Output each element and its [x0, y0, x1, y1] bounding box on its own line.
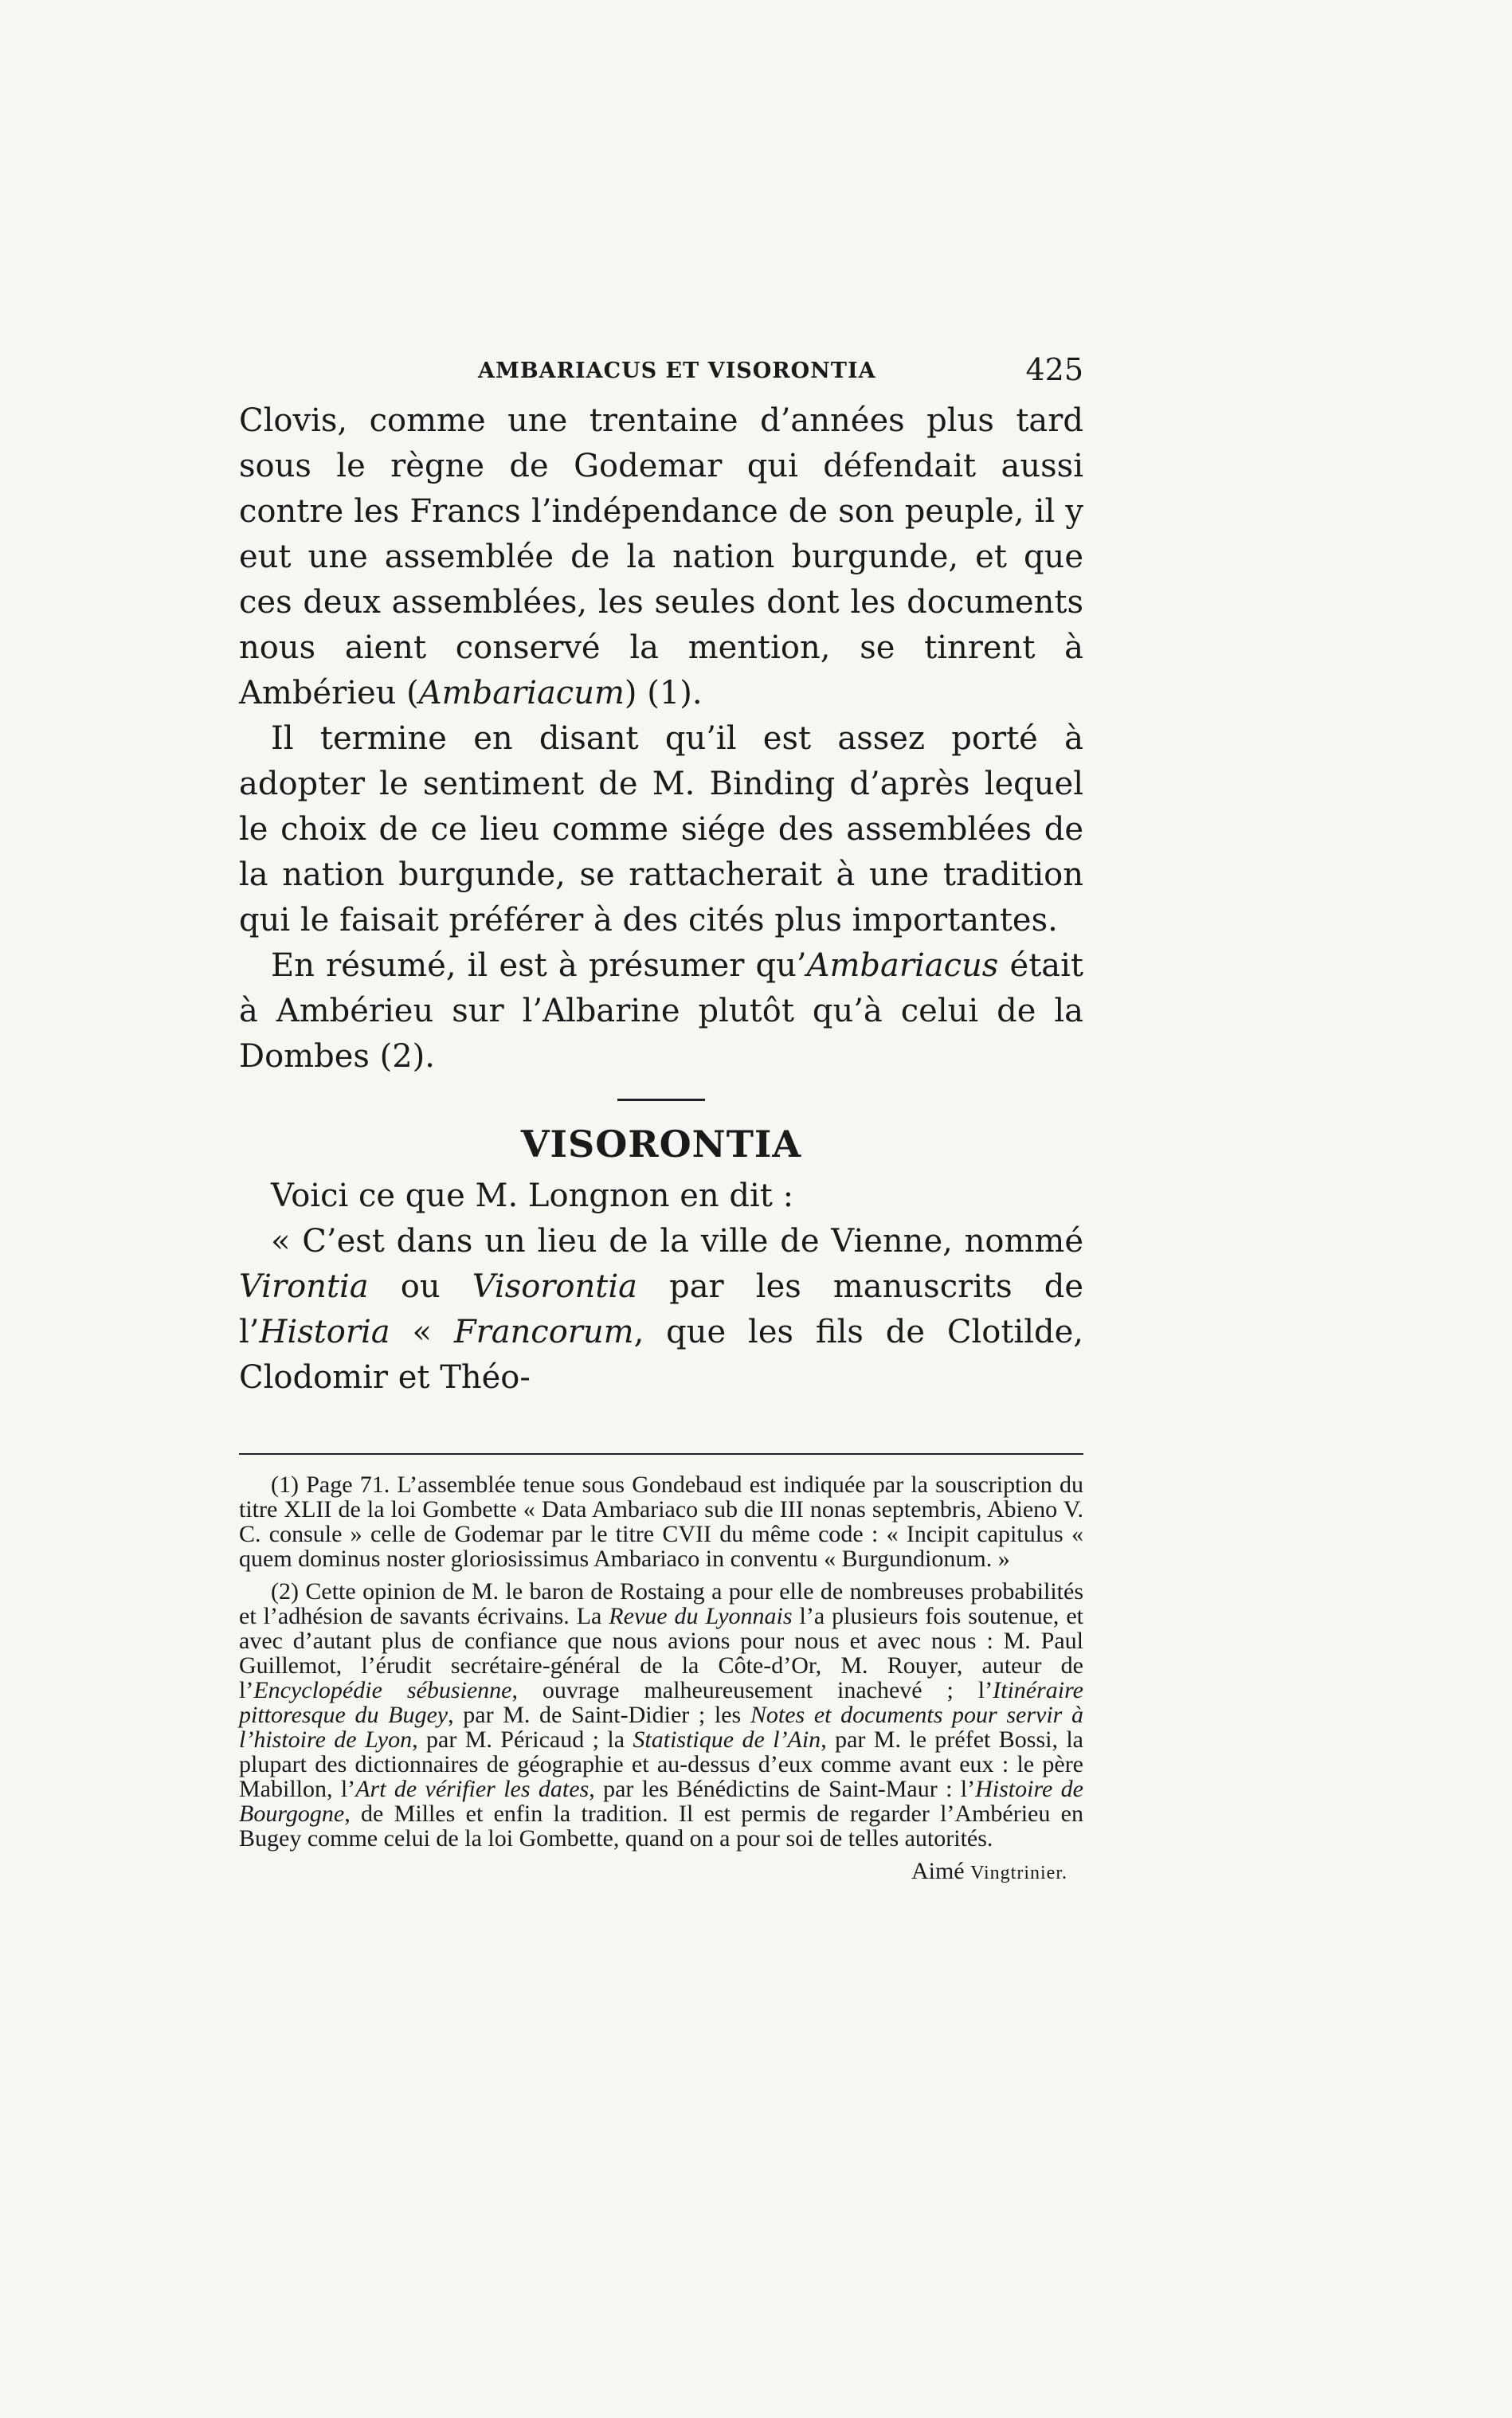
- author-first-name: Aimé: [911, 1858, 971, 1884]
- italic-term: Virontia: [239, 1268, 369, 1305]
- paragraph: Voici ce que M. Longnon en dit :: [271, 1178, 794, 1214]
- text-run: , par M. de Saint-Didier ; les: [448, 1702, 750, 1728]
- quotation: [239, 1219, 1083, 1401]
- italic-term: Historia: [259, 1314, 390, 1350]
- footnote-1: (1) Page 71. L’assemblée tenue sous Gondebaud est indiquée par la souscription du titre XLII de la loi Gombette « Data Ambariaco sub die III nonas septembris, Abieno V. C. consule » celle de Godemar par le titre CVII du même code : « Incipit capitulus « quem dominus noster gloriosissimus Ambariaco in conventu « Burgundionum. »: [239, 1472, 1083, 1572]
- text-run: En résumé, il est à présumer qu’: [271, 947, 807, 984]
- italic-term: Visorontia: [472, 1268, 637, 1305]
- italic-term: Histoire de Bourgogne: [239, 1776, 1083, 1827]
- text-run: Clovis, comme une trentaine d’années plus tard sous le règne de Godemar qui défendait aussi contre les Francs l’indépendance de son peuple, il y eut une assemblée de la nation burgunde, et que ces deux assemblées, les seules dont les documents nous aient conservé la mention, se tinrent à Ambérieu (: [239, 402, 1083, 711]
- section-divider: [617, 1099, 705, 1101]
- author-signature: [239, 1859, 1067, 1886]
- italic-term: Itinéraire pittoresque du Bugey: [239, 1677, 1083, 1728]
- italic-term: Revue du Lyonnais: [609, 1603, 793, 1629]
- section-title: VISORONTIA: [520, 1123, 802, 1166]
- document-page: [239, 351, 1083, 1886]
- text-run: «: [390, 1314, 454, 1350]
- italic-term: Ambariacum: [418, 675, 625, 711]
- running-title: AMBARIACUS ET VISORONTIA: [478, 359, 876, 383]
- text-run: , par M. le préfet Bossi, la plupart des dictionnaires de géographie et au-dessus d’eux comme avant eux : le père Mabillon, l’: [239, 1726, 1083, 1802]
- italic-term: Francorum: [453, 1314, 634, 1350]
- italic-term: Statistique de l’Ain: [633, 1726, 821, 1753]
- running-head: [239, 351, 1083, 398]
- footnote-2: [239, 1579, 1083, 1851]
- italic-term: Notes et documents pour servir à l’histoire de Lyon: [239, 1702, 1083, 1753]
- text-run: l’a plusieurs fois soutenue, et avec d’autant plus de confiance que nous avions pour nous et avec nous : M. Paul Guillemot, l’érudit secrétaire-général de la Côte-d’Or, M. Rouyer, auteur de l’: [239, 1603, 1084, 1703]
- paragraph: [239, 943, 1083, 1080]
- text-run: , de Milles et enfin la tradition. Il est permis de regarder l’Ambérieu en Bugey comme celui de la loi Gombette, quand on a pour soi de telles autorités.: [239, 1801, 1083, 1852]
- page-number: 425: [1025, 352, 1083, 387]
- text-run: (2) Cette opinion de M. le baron de Rostaing a pour elle de nombreuses probabilités et l’adhésion de savants écrivains. La: [239, 1578, 1083, 1629]
- paragraph: Il termine en disant qu’il est assez porté à adopter le sentiment de M. Binding d’après lequel le choix de ce lieu comme siége des assemblées de la nation burgunde, se rattacherait à une tradition qui le faisait préférer à des cités plus importantes.: [239, 720, 1083, 939]
- text-run: « C’est dans un lieu de la ville de Vienne, nommé: [271, 1223, 1083, 1260]
- footnotes: [239, 1472, 1083, 1886]
- text-run: , par M. Péricaud ; la: [412, 1726, 633, 1753]
- italic-term: Encyclopédie sébusienne: [253, 1677, 512, 1703]
- italic-term: Ambariacus: [806, 947, 999, 984]
- italic-term: Art de vérifier les dates: [355, 1776, 590, 1802]
- main-text: [239, 398, 1083, 1401]
- text-run: , par les Bénédictins de Saint-Maur : l’: [589, 1776, 976, 1802]
- text-run: ) (1).: [624, 675, 703, 711]
- text-run: ou: [368, 1268, 472, 1305]
- text-run: était à Ambérieu sur l’Albarine plutôt qu’à celui de la Dombes (2).: [239, 947, 1083, 1075]
- footnote-rule: [239, 1453, 1083, 1455]
- author-last-name: Vingtrinier.: [970, 1863, 1067, 1883]
- text-run: , que les fils de Clotilde, Clodomir et Théo-: [239, 1314, 1083, 1396]
- text-run: , ouvrage malheureusement inachevé ; l’: [511, 1677, 993, 1703]
- paragraph-continuation: [239, 398, 1083, 716]
- text-run: par les manuscrits de l’: [239, 1268, 1083, 1350]
